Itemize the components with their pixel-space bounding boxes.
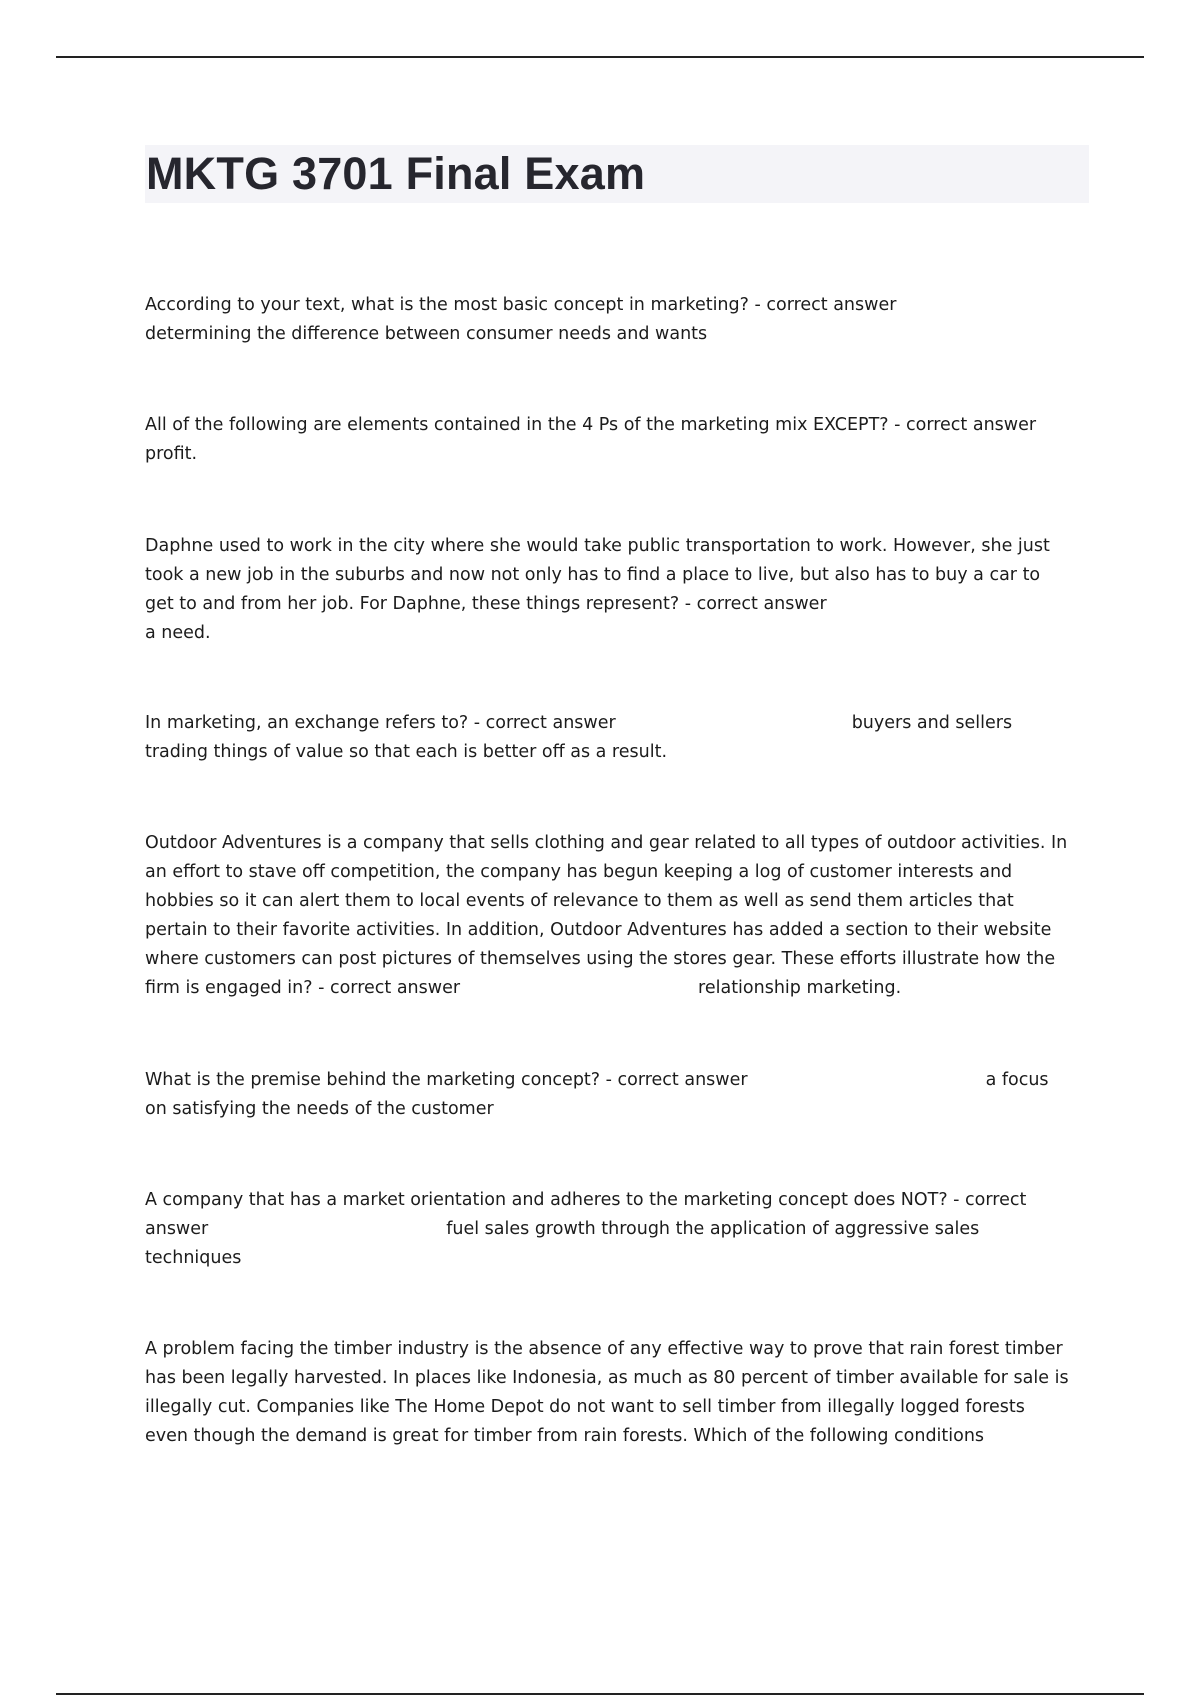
qa-item-7 xyxy=(145,1186,1095,1273)
qa-line: a need. xyxy=(145,623,211,643)
qa-question-tail: answer xyxy=(145,1219,209,1239)
qa-line: an effort to stave off competition, the company has begun keeping a log of customer interests and xyxy=(145,862,1013,882)
bottom-rule xyxy=(56,1693,1144,1695)
qa-answer-start: a focus xyxy=(985,1070,1049,1090)
qa-line: took a new job in the suburbs and now not only has to find a place to live, but also has to buy a car to xyxy=(145,565,1041,585)
qa-line-split xyxy=(145,1215,1095,1244)
qa-line: illegally cut. Companies like The Home Depot do not want to sell timber from illegally logged forests xyxy=(145,1397,1025,1417)
document-title: MKTG 3701 Final Exam xyxy=(146,148,646,199)
qa-line: hobbies so it can alert them to local events of relevance to them as well as send them articles that xyxy=(145,891,1014,911)
qa-answer-start: fuel sales growth through the application of aggressive sales xyxy=(446,1219,980,1239)
qa-line: Outdoor Adventures is a company that sells clothing and gear related to all types of outdoor activities. In xyxy=(145,833,1068,853)
qa-line: on satisfying the needs of the customer xyxy=(145,1099,494,1119)
qa-line: trading things of value so that each is better off as a result. xyxy=(145,742,668,762)
qa-line: determining the difference between consumer needs and wants xyxy=(145,324,708,344)
qa-line: has been legally harvested. In places like Indonesia, as much as 80 percent of timber available for sale is xyxy=(145,1368,1069,1388)
qa-line: get to and from her job. For Daphne, these things represent? - correct answer xyxy=(145,594,827,614)
qa-question-tail: firm is engaged in? - correct answer xyxy=(145,978,461,998)
top-rule xyxy=(56,56,1144,58)
qa-answer-start: relationship marketing. xyxy=(698,978,902,998)
qa-line-split xyxy=(145,709,1095,738)
qa-line-split xyxy=(145,1066,1095,1095)
qa-line: techniques xyxy=(145,1248,242,1268)
qa-item-6 xyxy=(145,1066,1095,1124)
qa-line: A problem facing the timber industry is the absence of any effective way to prove that rain forest timber xyxy=(145,1339,1063,1359)
qa-item-1 xyxy=(145,291,1095,349)
qa-line-split xyxy=(145,974,1095,1003)
qa-line: even though the demand is great for timber from rain forests. Which of the following conditions xyxy=(145,1426,985,1446)
qa-item-4 xyxy=(145,709,1095,767)
qa-answer-start: buyers and sellers xyxy=(851,713,1013,733)
qa-line: A company that has a market orientation and adheres to the marketing concept does NOT? - correct xyxy=(145,1190,1027,1210)
qa-line: profit. xyxy=(145,444,198,464)
qa-item-2 xyxy=(145,411,1095,469)
qa-line: All of the following are elements contained in the 4 Ps of the marketing mix EXCEPT? - correct answer xyxy=(145,415,1037,435)
qa-line: where customers can post pictures of themselves using the stores gear. These efforts illustrate how the xyxy=(145,949,1056,969)
qa-item-8 xyxy=(145,1335,1095,1451)
qa-question-tail: What is the premise behind the marketing concept? - correct answer xyxy=(145,1070,748,1090)
qa-item-5 xyxy=(145,829,1095,1003)
qa-item-3 xyxy=(145,532,1095,648)
qa-line: Daphne used to work in the city where she would take public transportation to work. However, she just xyxy=(145,536,1050,556)
qa-line: pertain to their favorite activities. In addition, Outdoor Adventures has added a section to their website xyxy=(145,920,1052,940)
qa-question-tail: In marketing, an exchange refers to? - correct answer xyxy=(145,713,616,733)
qa-line: According to your text, what is the most basic concept in marketing? - correct answer xyxy=(145,295,897,315)
